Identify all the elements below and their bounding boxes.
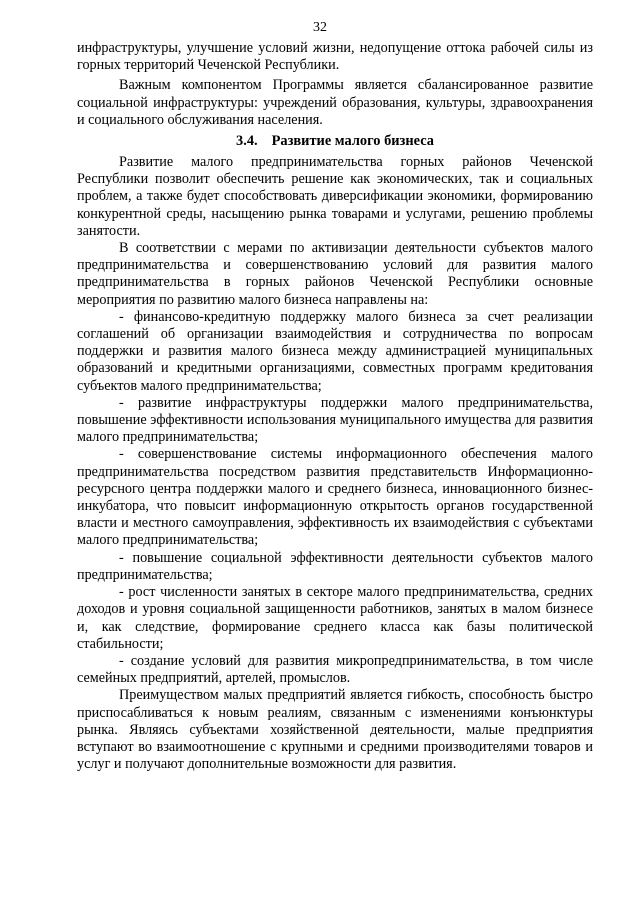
list-item: - повышение социальной эффективности деятельности субъектов малого предпринимательства; (77, 549, 593, 583)
list-item: - рост численности занятых в секторе малого предпринимательства, средних доходов и уровня социальной защищенности работников, занятых в малом бизнесе и, как следствие, формирование среднего класса как базы политической стабильности; (77, 584, 593, 652)
paragraph: Развитие малого предпринимательства горных районов Чеченской Республики позволит обеспечить решение как экономических, так и социальных проблем, а также будет способствовать диверсификации экономики, формированию конкурентной среды, насыщению рынка товарами и услугами, решению проблемы занятости. (77, 154, 593, 239)
paragraph: Преимуществом малых предприятий является гибкость, способность быстро приспосабливаться к новым реалиям, связанным с изменениями конъюнктуры рынка. Являясь субъектами хозяйственной деятельности, малые предприятия вступают во взаимоотношение с крупными и средними производителями товаров и услуг и получают дополнительные возможности для развития. (77, 687, 593, 773)
section-title: Развитие малого бизнеса (271, 133, 434, 150)
paragraph-continuation: инфраструктуры, улучшение условий жизни, недопущение оттока рабочей силы из горных территорий Чеченской Республики. (77, 40, 593, 74)
paragraph: Важным компонентом Программы является сбалансированное развитие социальной инфраструктуры: учреждений образования, культуры, здравоохранения и социального обслуживания населения. (77, 77, 593, 128)
list-item: - развитие инфраструктуры поддержки малого предпринимательства, повышение эффективности использования муниципального имущества для развития малого предпринимательства; (77, 394, 593, 446)
list-item: - совершенствование системы информационного обеспечения малого предпринимательства посредством развития представительств Информационно-ресурсного центра поддержки малого и среднего бизнеса, инновационного бизнес-инкубатора, что повысит информационную открытость органов государственной власти и местного самоуправления, эффективность их взаимодействия с субъектами малого предпринимательства; (77, 446, 593, 549)
page-number: 32 (313, 20, 327, 35)
section-number: 3.4. (236, 133, 258, 150)
list-item: - финансово-кредитную поддержку малого бизнеса за счет реализации соглашений об организации взаимодействия и сотрудничества по вопросам поддержки и развития малого бизнеса между администрацией муниципальных образований и кредитными организациями, совместных программ кредитования субъектов малого предпринимательства; (77, 308, 593, 394)
section-heading (77, 132, 593, 150)
document-body (77, 40, 593, 773)
paragraph: В соответствии с мерами по активизации деятельности субъектов малого предпринимательства и совершенствованию условий для развития малого предпринимательства в горных районов Чеченской Республики основные мероприятия по развитию малого бизнеса направлены на: (77, 240, 593, 308)
list-item: - создание условий для развития микропредпринимательства, в том числе семейных предприятий, артелей, промыслов. (77, 652, 593, 687)
